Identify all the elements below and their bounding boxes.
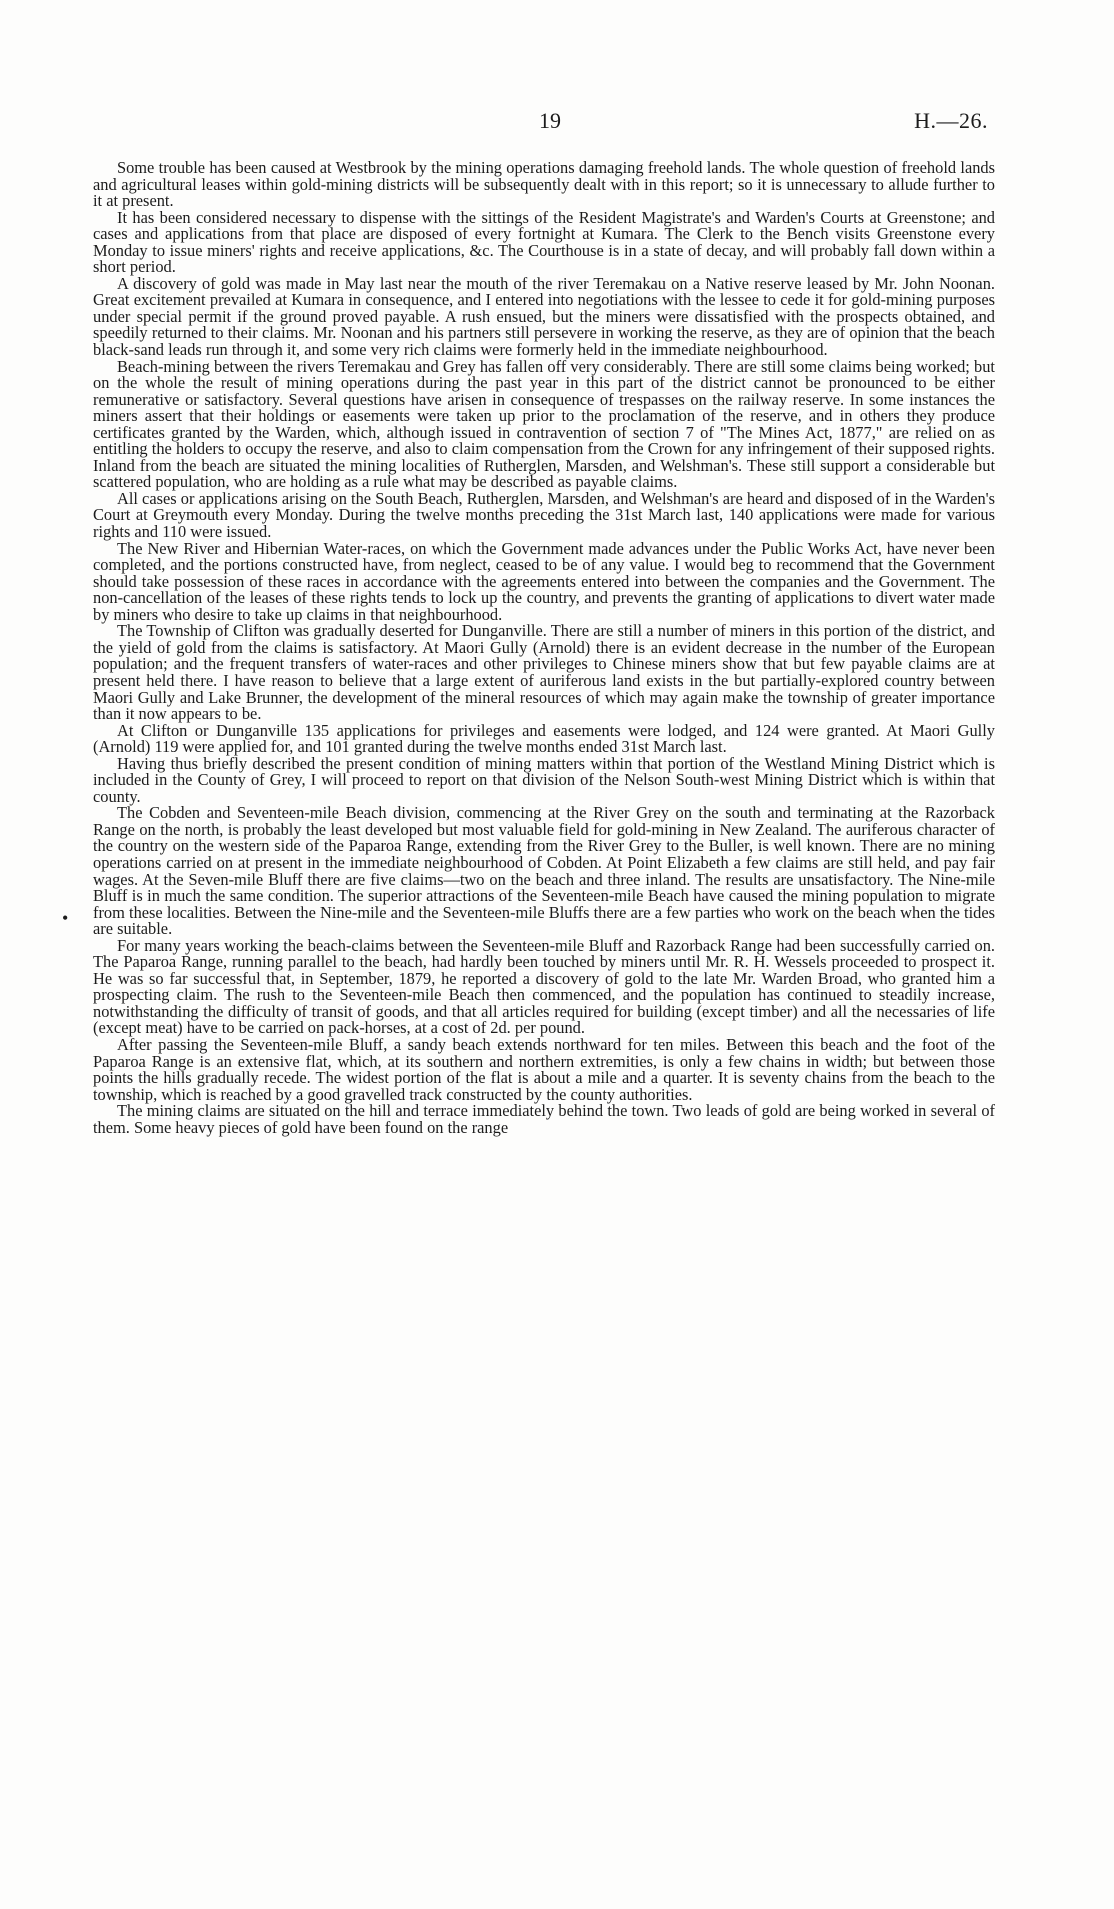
report-body <box>93 160 995 1136</box>
margin-mark: • <box>62 908 69 928</box>
paragraph-clifton: The Township of Clifton was gradually deserted for Dunganville. There are still a number of miners in this portion of the district, and the yield of gold from the claims is satisfactory. At Maori Gully (Arnold) there is an evident decrease in the number of the European population; and the frequent transfers of water-races and other privileges to Chinese miners show that but few payable claims are at present held there. I have reason to believe that a large extent of auriferous land exists in the but partially-explored country between Maori Gully and Lake Brunner, the development of the mineral resources of which may again make the township of greater importance than it now appears to be. <box>93 621 995 724</box>
paragraph-greenstone: It has been considered necessary to dispense with the sittings of the Resident Magistrate's and Warden's Courts at Greenstone; and cases and applications from that place are disposed of every fortnight at Kumara. The Clerk to the Bench visits Greenstone every Monday to issue miners' rights and receive applications, &c. The Courthouse is in a state of decay, and will probably fall down within a short period. <box>93 207 995 277</box>
paragraph-dunganville-applications: At Clifton or Dunganville 135 applications for privileges and easements were lodged, and 124 were granted. At Maori Gully (Arnold) 119 were applied for, and 101 granted during the twelve months ended 31st March last. <box>93 720 995 757</box>
paragraph-cobden-division: The Cobden and Seventeen-mile Beach division, commencing at the River Grey on the south and terminating at the Razorback Range on the north, is probably the least developed but most valuable field for gold-mining in New Zealand. The auriferous character of the country on the western side of the Paparoa Range, extending from the River Grey to the Buller, is well known. There are no mining operations carried on at present in the immediate neighbourhood of Cobden. At Point Elizabeth a few claims are still held, and pay fair wages. At the Seven-mile Bluff there are five claims—two on the beach and three inland. The results are unsatisfactory. The Nine-mile Bluff is in much the same condition. The superior attractions of the Seventeen-mile Beach have caused the mining population to migrate from these localities. Between the Nine-mile and the Seventeen-mile Bluffs there are a few parties who work on the beach when the tides are suitable. <box>93 803 995 939</box>
paragraph-westbrook: Some trouble has been caused at Westbrook by the mining operations damaging freehold lands. The whole question of freehold lands and agricultural leases within gold-mining districts will be subsequently dealt with in this report; so it is unnecessary to allude further to it at present. <box>93 158 995 211</box>
paragraph-beach-mining: Beach-mining between the rivers Teremakau and Grey has fallen off very considerably. There are still some claims being worked; but on the whole the result of mining operations during the past year in this part of the district cannot be pronounced to be either remunerative or satisfactory. Several questions have arisen in consequence of trespasses on the railway reserve. In some instances the miners assert that their holdings or easements were taken up prior to the proclamation of the reserve, and in others they produce certificates granted by the Warden, which, although issued in contravention of section 7 of "The Mines Act, 1877," are relied on as entitling the holders to occupy the reserve, and also to claim compensation from the Crown for any infringement of their supposed rights. Inland from the beach are situated the mining localities of Rutherglen, Marsden, and Welshman's. These still support a considerable but scattered population, who are holding as a rule what may be described as payable claims. <box>93 356 995 492</box>
paragraph-mining-claims: The mining claims are situated on the hill and terrace immediately behind the town. Two leads of gold are being worked in several of them. Some heavy pieces of gold have been found on the range <box>93 1101 995 1137</box>
paragraph-seventeen-mile-history: For many years working the beach-claims between the Seventeen-mile Bluff and Razorback Range had been successfully carried on. The Paparoa Range, running parallel to the beach, had hardly been touched by miners until Mr. R. H. Wessels proceeded to prospect it. He was so far successful that, in September, 1879, he reported a discovery of gold to the late Mr. Warden Broad, who granted him a prospecting claim. The rush to the Seventeen-mile Beach then commenced, and the population has continued to steadily increase, notwithstanding the difficulty of transit of goods, and that all articles required for building (except timber) and all the necessaries of life (except meat) have to be carried on pack-horses, at a cost of 2d. per pound. <box>93 935 995 1038</box>
paragraph-sandy-beach: After passing the Seventeen-mile Bluff, a sandy beach extends northward for ten miles. Between this beach and the foot of the Paparoa Range is an extensive flat, which, at its southern and northern extremities, is only a few chains in width; but between those points the hills gradually recede. The widest portion of the flat is about a mile and a quarter. It is seventy chains from the beach to the township, which is reached by a good gravelled track constructed by the county authorities. <box>93 1034 995 1104</box>
paragraph-transition: Having thus briefly described the present condition of mining matters within that portion of the Westland Mining District which is included in the County of Grey, I will proceed to report on that division of the Nelson South-west Mining District which is within that county. <box>93 753 995 806</box>
paragraph-water-races: The New River and Hibernian Water-races, on which the Government made advances under the Public Works Act, have never been completed, and the portions constructed have, from neglect, ceased to be of any value. I would beg to recommend that the Government should take possession of these races in accordance with the agreements entered into between the companies and the Government. The non-cancellation of the leases of these rights tends to lock up the country, and prevents the granting of applications to divert water made by miners who desire to take up claims in that neighbourhood. <box>93 538 995 624</box>
paragraph-greymouth-court: All cases or applications arising on the South Beach, Rutherglen, Marsden, and Welshman's are heard and disposed of in the Warden's Court at Greymouth every Monday. During the twelve months preceding the 31st March last, 140 applications were made for various rights and 110 were issued. <box>93 488 995 542</box>
page-number: 19 <box>539 108 561 133</box>
document-reference: H.—26. <box>914 108 988 133</box>
paragraph-teremakau-discovery: A discovery of gold was made in May last near the mouth of the river Teremakau on a Native reserve leased by Mr. John Noonan. Great excitement prevailed at Kumara in consequence, and I entered into negotiations with the lessee to cede it for gold-mining purposes under special permit if the ground proved payable. A rush ensued, but the miners were dissatisfied with the prospects obtained, and speedily returned to their claims. Mr. Noonan and his partners still persevere in working the reserve, as they are of opinion that the beach black-sand leads run through it, and some very rich claims were formerly held in the immediate neighbourhood. <box>93 273 995 360</box>
